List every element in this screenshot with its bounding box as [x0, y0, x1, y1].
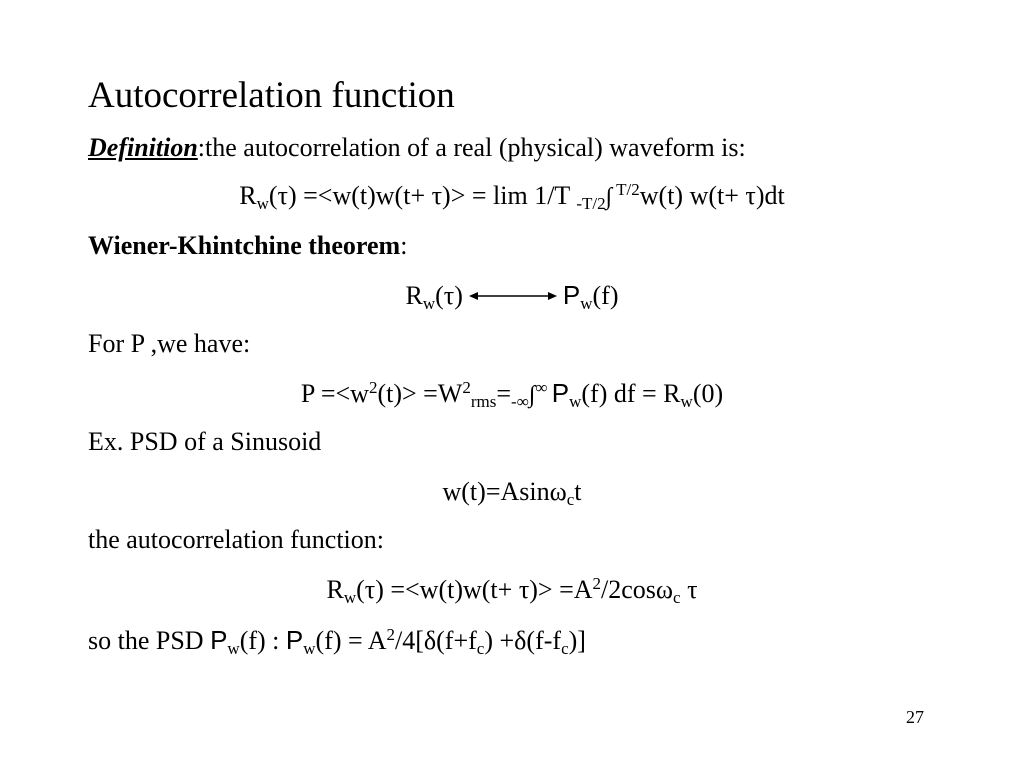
eq5-r: R: [326, 575, 344, 604]
psd-p1: P: [210, 625, 228, 655]
page-number: 27: [906, 707, 924, 727]
eq2-r: R: [405, 281, 423, 310]
eq3-b: (t)> =W: [377, 379, 463, 408]
psd-a: so the PSD: [88, 626, 211, 655]
theorem-label: Wiener-Khintchine theorem: [88, 231, 401, 260]
integral-icon: ∫: [528, 382, 536, 408]
eq3-sup: 2: [368, 378, 378, 397]
eq3-sub-w: w: [569, 392, 582, 411]
psd-sup: 2: [386, 625, 396, 644]
eq3-d: (f) df = R: [581, 379, 681, 408]
eq5-sub-w: w: [343, 588, 357, 607]
slide-title: Autocorrelation function: [88, 75, 455, 116]
psd-b: (f) :: [239, 626, 286, 655]
eq3-rms: rms: [470, 392, 497, 411]
eq1-upper-limit: T/2: [612, 180, 640, 199]
sinusoid-autocorrelation-equation: [0, 574, 1024, 606]
eq5-sub-c: c: [673, 588, 681, 607]
eq4-a: w(t)=Asinω: [442, 477, 567, 506]
definition-label: Definition: [88, 133, 198, 162]
double-arrow-icon: [469, 290, 557, 302]
eq3-lower-limit: -∞: [511, 392, 529, 411]
autocorrelation-equation: [0, 180, 1024, 213]
for-p-line: For P ,we have:: [88, 329, 251, 358]
eq2-p: P: [562, 280, 581, 310]
autocorrelation-label: the autocorrelation function:: [88, 525, 385, 554]
eq5-sup: 2: [592, 574, 602, 593]
psd-c: (f) = A: [315, 626, 387, 655]
eq3-c: =: [496, 379, 512, 408]
definition-line: [88, 132, 746, 164]
eq2-sub-w2: w: [580, 294, 593, 313]
eq3-upper-limit: ∞: [535, 378, 552, 397]
sinusoid-equation: [0, 476, 1024, 508]
wiener-khintchine-equation: [0, 279, 1024, 312]
eq1-r: R: [239, 181, 257, 210]
eq5-c: τ: [680, 575, 698, 604]
eq5-a: (τ) =<w(t)w(t+ τ)> =A: [356, 575, 593, 604]
psd-line: [88, 624, 586, 657]
psd-sub-w2: w: [303, 639, 316, 658]
psd-p2: P: [285, 625, 304, 655]
theorem-line: [88, 230, 407, 262]
psd-sub-w1: w: [227, 639, 240, 658]
eq4-sub-c: c: [566, 490, 575, 509]
eq5-b: /2cosω: [601, 575, 674, 604]
psd-e: ) +δ(f-f: [484, 626, 562, 655]
psd-sub-c1: c: [476, 639, 485, 658]
eq1-lower-limit: -T/2: [576, 194, 606, 213]
eq2-tau: (τ): [435, 281, 463, 310]
psd-d: /4[δ(f+f: [395, 626, 477, 655]
eq1-sub-w: w: [256, 194, 269, 213]
eq4-b: t: [574, 477, 582, 506]
eq3-a: P =<w: [300, 379, 369, 408]
psd-sub-c2: c: [561, 639, 569, 658]
integral-icon: ∫: [605, 184, 613, 210]
eq1-mid: (τ) =<w(t)w(t+ τ)> = lim 1/T: [268, 181, 577, 210]
eq1-tail: w(t) w(t+ τ)dt: [639, 181, 785, 210]
eq3-supb: 2: [462, 378, 471, 397]
eq2-sub-w: w: [422, 294, 436, 313]
eq3-sub-w2: w: [680, 392, 693, 411]
definition-text: :the autocorrelation of a real (physical) waveform is:: [197, 133, 746, 162]
theorem-colon: :: [400, 231, 408, 260]
power-equation: [0, 377, 1024, 411]
eq3-e: (0): [692, 379, 724, 408]
eq2-f: (f): [592, 281, 619, 310]
eq3-p: P: [551, 378, 570, 408]
example-line: Ex. PSD of a Sinusoid: [88, 427, 322, 456]
psd-f: )]: [568, 626, 586, 655]
